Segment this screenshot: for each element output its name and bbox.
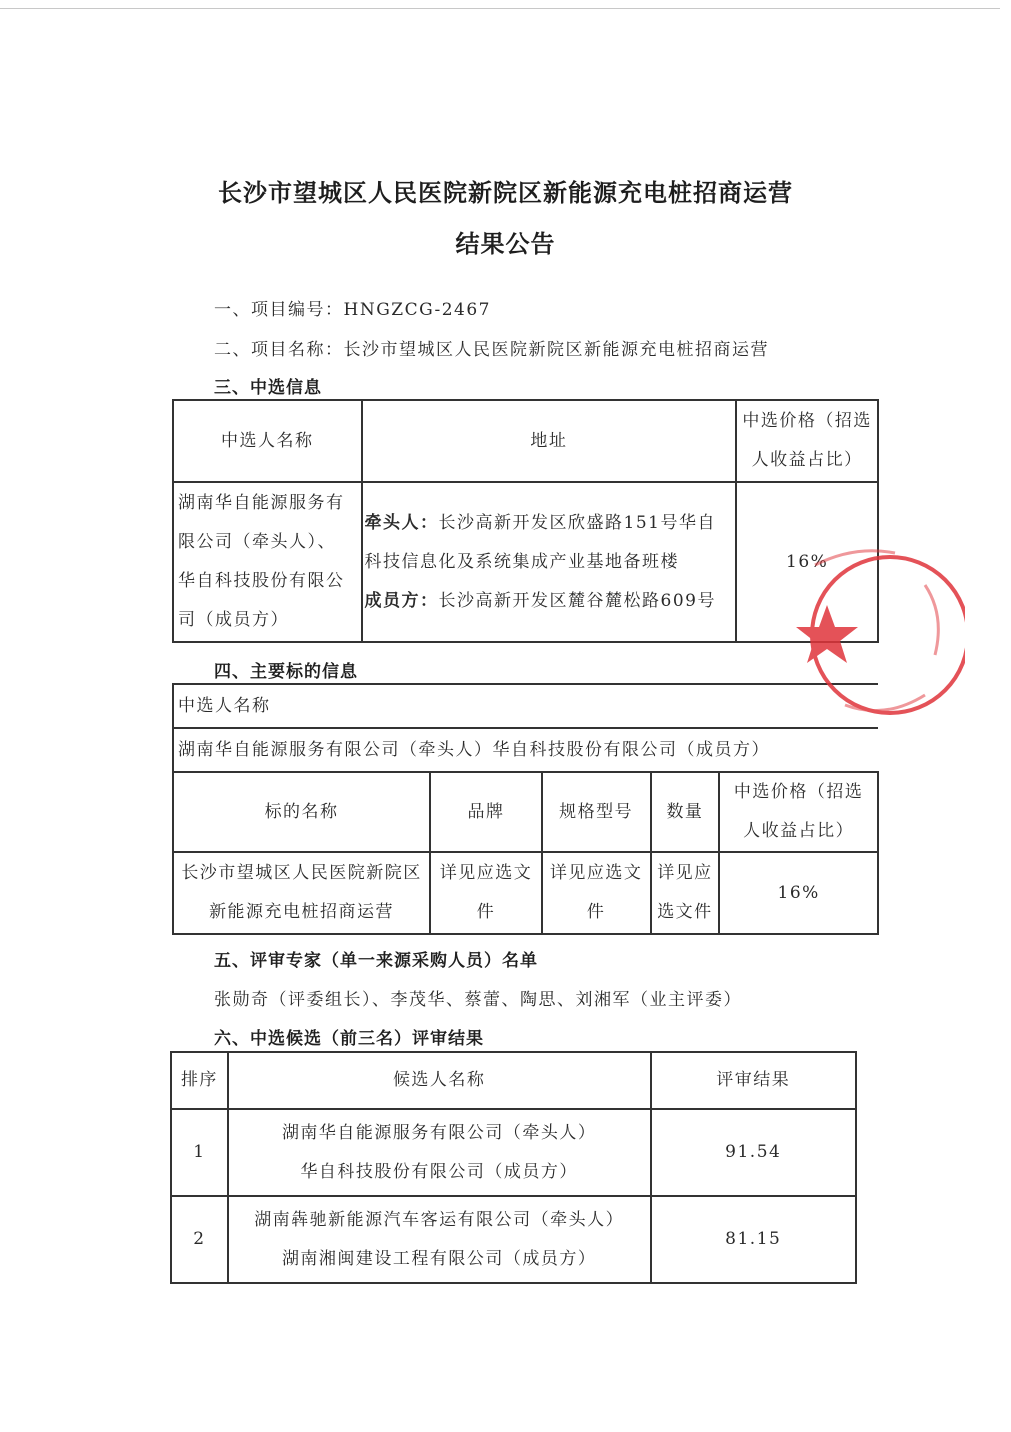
header-winner-name: 中选人名称 (173, 400, 362, 482)
winner-price-cell: 16% (736, 482, 878, 642)
member-address: 长沙高新开发区麓谷麓松路609号 (438, 590, 716, 611)
header-qty: 数量 (651, 772, 720, 852)
lead-address-line2: 科技信息化及系统集成产业基地备班楼 (364, 551, 680, 572)
header-price-line2: 人收益占比） (751, 450, 863, 470)
header-price (736, 400, 878, 482)
header-price (719, 772, 878, 852)
header-spec: 规格型号 (542, 772, 651, 852)
winner-name-cell (173, 482, 362, 642)
doc-title-line2: 结果公告 (455, 230, 556, 258)
header-subject: 标的名称 (173, 772, 430, 852)
winner-name-line1: 湖南华自能源服务有 (178, 493, 345, 513)
address-cell (362, 482, 737, 642)
winner-info-table (172, 399, 879, 643)
header-result: 评审结果 (651, 1052, 857, 1109)
spec-line2: 件 (586, 902, 606, 922)
candidate-line2: 华自科技股份有限公司（成员方） (300, 1161, 578, 1182)
section6-heading: 六、中选候选（前三名）评审结果 (214, 1029, 484, 1049)
review-result-table (170, 1051, 857, 1284)
lead-address-line1: 长沙高新开发区欣盛路151号华自 (438, 512, 716, 533)
subject-cell (173, 852, 430, 934)
spec-cell (542, 852, 651, 934)
subject-info-table (172, 683, 879, 935)
project-name: 二、项目名称：长沙市望城区人民医院新院区新能源充电桩招商运营 (214, 340, 769, 360)
section4-heading: 四、主要标的信息 (214, 662, 358, 682)
header-price-line1: 中选价格（招选 (733, 782, 864, 802)
brand-line2: 件 (476, 902, 496, 922)
member-label: 成员方： (364, 590, 439, 611)
project-number: 一、项目编号：HNGZCG-2467 (214, 300, 492, 320)
header-candidate: 候选人名称 (228, 1052, 651, 1109)
winner-name-value: 湖南华自能源服务有限公司（牵头人）华自科技股份有限公司（成员方） (173, 728, 878, 772)
winner-name-line4: 司（成员方） (178, 610, 289, 630)
winner-name-line2: 限公司（牵头人）、 (178, 532, 336, 552)
rank-cell: 1 (171, 1109, 228, 1196)
table-row (171, 1196, 856, 1283)
header-brand: 品牌 (430, 772, 542, 852)
rank-cell: 2 (171, 1196, 228, 1283)
qty-cell (651, 852, 720, 934)
candidate-cell (228, 1196, 651, 1283)
score-cell: 81.15 (651, 1196, 857, 1283)
header-price-line1: 中选价格（招选 (742, 411, 872, 431)
spec-line1: 详见应选文 (549, 863, 643, 883)
section5-heading: 五、评审专家（单一来源采购人员）名单 (214, 951, 538, 971)
candidate-cell (228, 1109, 651, 1196)
header-price-line2: 人收益占比） (743, 821, 855, 841)
subject-line2: 新能源充电桩招商运营 (209, 902, 395, 922)
subject-line1: 长沙市望城区人民医院新院区 (181, 863, 422, 883)
lead-label: 牵头人： (364, 512, 439, 533)
brand-cell (430, 852, 542, 934)
doc-title-line1: 长沙市望城区人民医院新院区新能源充电桩招商运营 (218, 179, 793, 207)
candidate-line1: 湖南华自能源服务有限公司（牵头人） (281, 1122, 597, 1143)
qty-line1: 详见应 (657, 863, 713, 883)
winner-name-label: 中选人名称 (173, 684, 878, 728)
table-row (171, 1109, 856, 1196)
page-top-border (0, 8, 1000, 9)
header-rank: 排序 (171, 1052, 228, 1109)
qty-line2: 选文件 (657, 902, 713, 922)
price-cell: 16% (719, 852, 878, 934)
candidate-line2: 湖南湘闽建设工程有限公司（成员方） (281, 1248, 597, 1269)
score-cell: 91.54 (651, 1109, 857, 1196)
expert-list: 张勋奇（评委组长）、李茂华、蔡蕾、陶思、刘湘军（业主评委） (214, 990, 742, 1010)
winner-name-line3: 华自科技股份有限公 (178, 571, 345, 591)
candidate-line1: 湖南犇驰新能源汽车客运有限公司（牵头人） (254, 1209, 625, 1230)
section3-heading: 三、中选信息 (214, 378, 322, 398)
header-address: 地址 (362, 400, 737, 482)
brand-line1: 详见应选文 (439, 863, 533, 883)
